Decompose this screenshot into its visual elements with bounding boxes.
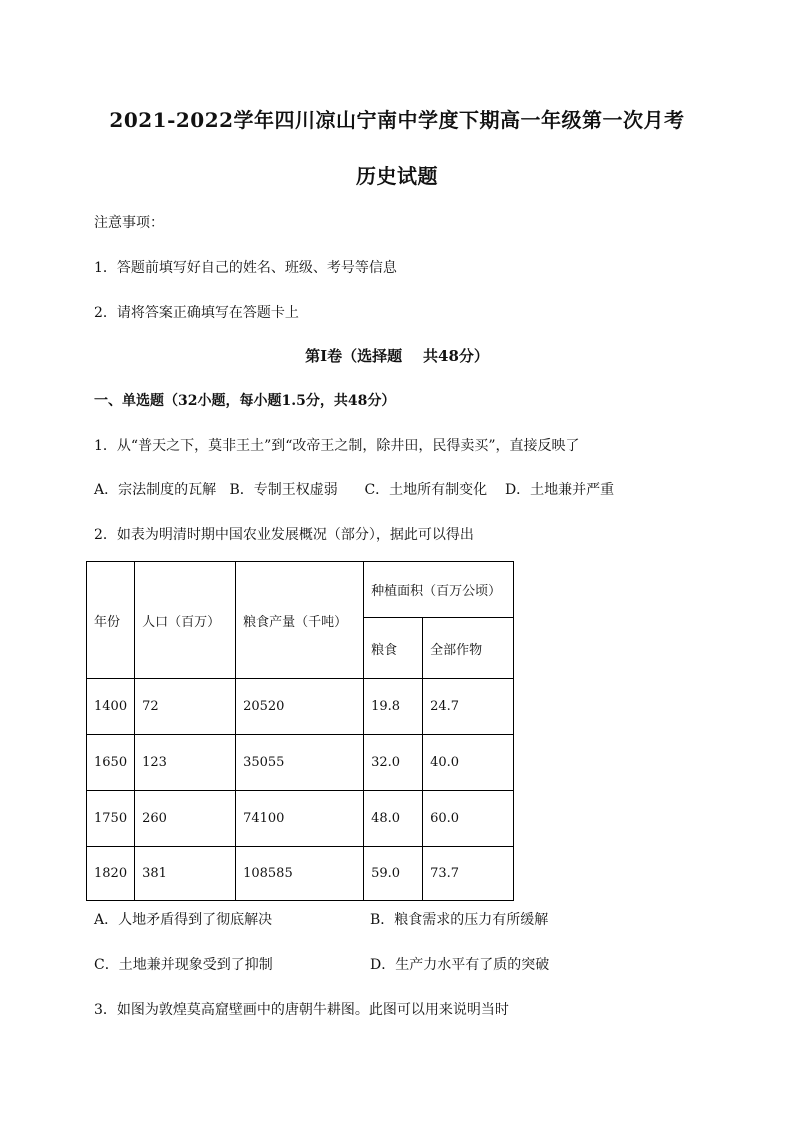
exam-subject-title: 历史试题: [356, 164, 438, 188]
question-2-option-a: A．人地矛盾得到了彻底解决: [94, 912, 273, 928]
cell-area-all: 40.0: [423, 735, 514, 791]
cell-population: 381: [135, 847, 236, 901]
notice-item-2: 2．请将答案正确填写在答题卡上: [94, 305, 299, 321]
agriculture-table: [86, 561, 514, 901]
header-planting-area: 种植面积（百万公顷）: [364, 562, 514, 618]
cell-year: 1650: [87, 735, 135, 791]
cell-area-grain: 48.0: [364, 791, 423, 847]
question-1-stem: 1．从“普天之下，莫非王土”到“改帝王之制，除井田，民得卖买”，直接反映了: [94, 438, 580, 454]
cell-grain-output: 35055: [236, 735, 364, 791]
cell-year: 1400: [87, 679, 135, 735]
table-row: [87, 735, 514, 791]
cell-area-grain: 19.8: [364, 679, 423, 735]
cell-population: 123: [135, 735, 236, 791]
question-2-option-c: C．土地兼并现象受到了抑制: [94, 957, 273, 973]
cell-grain-output: 74100: [236, 791, 364, 847]
section-title: 第Ⅰ卷（选择题 共48分）: [305, 347, 489, 365]
cell-year: 1750: [87, 791, 135, 847]
cell-grain-output: 20520: [236, 679, 364, 735]
cell-area-grain: 59.0: [364, 847, 423, 901]
notice-heading: 注意事项：: [94, 215, 164, 231]
question-1-options: A．宗法制度的瓦解 B．专制王权虚弱 C．土地所有制变化 D．土地兼并严重: [94, 482, 615, 498]
cell-area-all: 73.7: [423, 847, 514, 901]
header-grain-output: 粮食产量（千吨）: [236, 562, 364, 679]
cell-area-all: 24.7: [423, 679, 514, 735]
table-header-row: [87, 562, 514, 618]
question-3-stem: 3．如图为敦煌莫高窟壁画中的唐朝牛耕图。此图可以用来说明当时: [94, 1002, 509, 1018]
question-2-option-d: D．生产力水平有了质的突破: [370, 957, 550, 973]
header-area-all-crops: 全部作物: [423, 618, 514, 679]
question-2-option-b: B．粮食需求的压力有所缓解: [370, 912, 549, 928]
table-row: [87, 679, 514, 735]
cell-population: 72: [135, 679, 236, 735]
exam-title: 2021-2022学年四川凉山宁南中学度下期高一年级第一次月考: [109, 108, 685, 132]
cell-area-all: 60.0: [423, 791, 514, 847]
header-year: 年份: [87, 562, 135, 679]
header-population: 人口（百万）: [135, 562, 236, 679]
cell-population: 260: [135, 791, 236, 847]
part-title: 一、单选题（32小题，每小题1.5分，共48分）: [94, 393, 396, 409]
question-2-stem: 2．如表为明清时期中国农业发展概况（部分），据此可以得出: [94, 527, 474, 543]
cell-area-grain: 32.0: [364, 735, 423, 791]
table-row: [87, 791, 514, 847]
notice-item-1: 1．答题前填写好自己的姓名、班级、考号等信息: [94, 260, 397, 276]
cell-year: 1820: [87, 847, 135, 901]
table-row: [87, 847, 514, 901]
cell-grain-output: 108585: [236, 847, 364, 901]
header-area-grain: 粮食: [364, 618, 423, 679]
